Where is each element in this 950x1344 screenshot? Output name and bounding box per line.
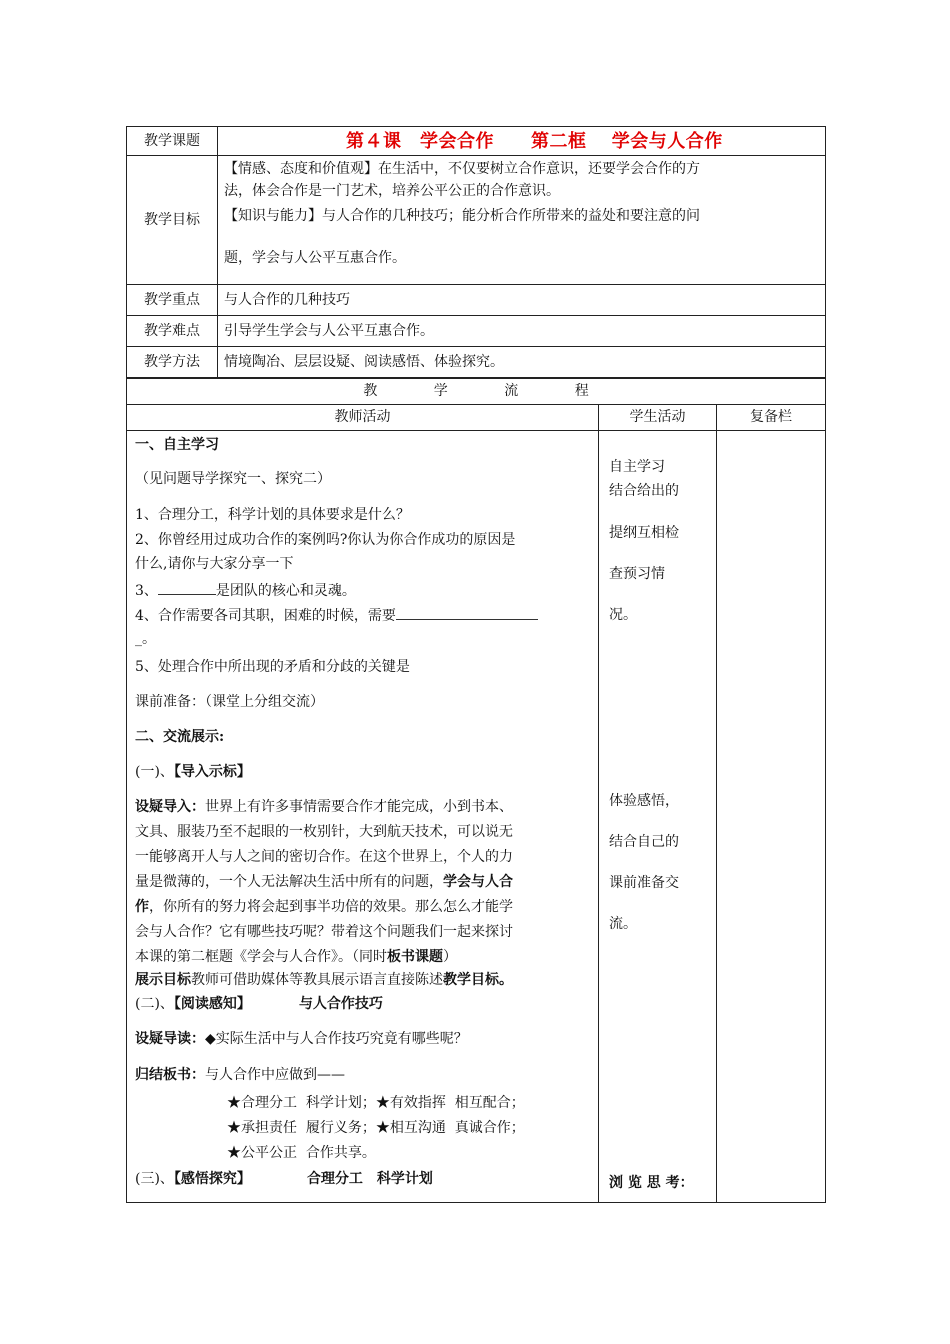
goal-line-1: 【情感、态度和价值观】在生活中，不仅要树立合作意识，还要学会合作的方 [224, 161, 700, 177]
section-2-title: 二、交流展示: [135, 729, 225, 745]
star-line-3: ★公平公正 合作共享。 [227, 1145, 376, 1161]
intro-line-1 [135, 797, 513, 817]
flow-char: 流 [504, 383, 519, 399]
question-4-tail: _。 [135, 631, 156, 647]
guide-label: 设疑导读： [135, 1031, 205, 1047]
intro-text-5b: ，你所有的努力将会起到事半功倍的效果。那么怎么才能学 [149, 899, 513, 915]
intro-line-4 [135, 872, 513, 892]
intro-text-4a: 量是微薄的，一个人无法解决生活中所有的问题， [135, 874, 443, 890]
intro-line-2: 文具、服装乃至不起眼的一枚别针，大到航天技术，可以说无 [135, 824, 513, 840]
flow-title-row [127, 379, 826, 405]
sub-3-heading [135, 1169, 433, 1189]
goal-line-3: 【知识与能力】与人合作的几种技巧；能分析合作所带来的益处和要注意的问 [224, 208, 700, 224]
guide-line [135, 1029, 468, 1049]
course-title: 第４课 学会合作 第二框 学会与人合作 [218, 127, 826, 156]
student-note-2: 结合给出的 [609, 483, 679, 499]
lesson-info-table [126, 126, 826, 378]
method-row [127, 347, 826, 378]
goal-line-2: 法，体会合作是一门艺术，培养公平公正的合作意识。 [224, 183, 560, 199]
hard-row [127, 316, 826, 347]
hard-text: 引导学生学会与人公平互惠合作。 [218, 316, 826, 347]
sub-3-topic: 合理分工 科学计划 [306, 1171, 433, 1187]
intro-text-5a: 作 [135, 899, 149, 915]
flow-char: 教 [363, 383, 378, 399]
intro-text-7a: 本课的第二框题《学会与人合作》。（同时 [135, 949, 387, 965]
student-note-1: 自主学习 [609, 459, 665, 475]
summary-line [135, 1065, 345, 1085]
student-activity-cell [599, 431, 717, 1203]
sub-3-num: (三)、 [135, 1171, 174, 1187]
guide-text: ◆实际生活中与人合作技巧究竟有哪些呢？ [205, 1031, 468, 1047]
intro-line-5 [135, 897, 513, 917]
goal-show-a: 展示目标 [135, 972, 191, 988]
student-note-6: 体验感悟， [609, 793, 679, 809]
intro-text-4b: 学会与人合 [443, 874, 513, 890]
sub-1-num: (一)、 [135, 764, 174, 780]
question-3-blank[interactable] [158, 579, 216, 595]
goal-row [127, 156, 826, 285]
summary-text: 与人合作中应做到—— [205, 1067, 345, 1083]
intro-text-7b: 板书课题 [387, 949, 443, 965]
flow-title [127, 379, 826, 405]
student-note-4: 查预习情 [609, 566, 665, 582]
sub-3-title: 【感悟探究】 [173, 1171, 251, 1187]
student-note-3: 提纲互相检 [609, 525, 679, 541]
flow-char: 程 [574, 383, 589, 399]
section-1-hint: （见问题导学探究一、探究二） [135, 471, 331, 487]
sub-2-num: (二)、 [135, 996, 174, 1012]
key-row [127, 285, 826, 316]
sub-2-heading [135, 994, 383, 1014]
section-1-title: 一、自主学习 [135, 437, 219, 453]
goal-line-4: 题，学会与人公平互惠合作。 [224, 250, 406, 266]
col-notes-header: 复备栏 [717, 405, 826, 431]
student-note-8: 课前准备交 [609, 875, 679, 891]
question-1: 1、合理分工，科学计划的具体要求是什么？ [135, 507, 410, 523]
student-note-10: 浏 览 思 考： [609, 1175, 694, 1191]
question-3-suffix: 是团队的核心和灵魂。 [215, 583, 356, 599]
flow-header-row [127, 405, 826, 431]
goal-content [218, 156, 826, 285]
goal-show-c: 教学目标。 [443, 972, 513, 988]
star-line-1: ★合理分工 科学计划；★有效指挥 相互配合； [227, 1095, 525, 1111]
flow-body-row [127, 431, 826, 1203]
goal-show-b: 教师可借助媒体等教具展示语言直接陈述 [191, 972, 443, 988]
goal-show-line [135, 970, 513, 990]
sub-2-topic: 与人合作技巧 [298, 996, 383, 1012]
col-student-header: 学生活动 [599, 405, 717, 431]
col-teacher-header: 教师活动 [127, 405, 599, 431]
key-label: 教学重点 [127, 285, 218, 316]
key-text: 与人合作的几种技巧 [218, 285, 826, 316]
intro-line-3: 一能够离开人与人之间的密切合作。在这个世界上，个人的力 [135, 849, 513, 865]
student-note-7: 结合自己的 [609, 834, 679, 850]
intro-line-6: 会与人合作？它有哪些技巧呢？带着这个问题我们一起来探讨 [135, 924, 513, 940]
teaching-flow-table [126, 378, 826, 1203]
intro-line-7 [135, 947, 457, 967]
notes-cell[interactable] [717, 431, 826, 1203]
hard-label: 教学难点 [127, 316, 218, 347]
question-2a: 2、你曾经用过成功合作的案例吗?你认为你合作成功的原因是 [135, 532, 516, 548]
question-3 [135, 579, 356, 601]
sub-1-heading [135, 762, 251, 782]
flow-char: 学 [433, 383, 448, 399]
intro-text-1: 世界上有许多事情需要合作才能完成，小到书本、 [205, 799, 513, 815]
star-line-2: ★承担责任 履行义务；★相互沟通 真诚合作； [227, 1120, 525, 1136]
method-text: 情境陶冶、层层设疑、阅读感悟、体验探究。 [218, 347, 826, 378]
teacher-activity-cell [127, 431, 599, 1203]
method-label: 教学方法 [127, 347, 218, 378]
goal-label: 教学目标 [127, 156, 218, 285]
course-label: 教学课题 [127, 127, 218, 156]
question-4-blank[interactable] [396, 604, 538, 620]
question-4-text: 4、合作需要各司其职，困难的时候，需要 [135, 608, 396, 624]
prep-note: 课前准备：（课堂上分组交流） [135, 694, 324, 710]
intro-label: 设疑导入： [135, 799, 205, 815]
question-2b: 什么,请你与大家分享一下 [135, 556, 294, 572]
student-note-9: 流。 [609, 916, 637, 932]
student-note-5: 况。 [609, 607, 637, 623]
question-5: 5、处理合作中所出现的矛盾和分歧的关键是 [135, 659, 410, 675]
question-3-prefix: 3、 [135, 583, 158, 599]
sub-1-title: 【导入示标】 [173, 764, 251, 780]
course-row [127, 127, 826, 156]
sub-2-title: 【阅读感知】 [173, 996, 251, 1012]
intro-text-7c: ） [443, 949, 457, 965]
question-4 [135, 604, 538, 626]
summary-label: 归结板书： [135, 1067, 205, 1083]
